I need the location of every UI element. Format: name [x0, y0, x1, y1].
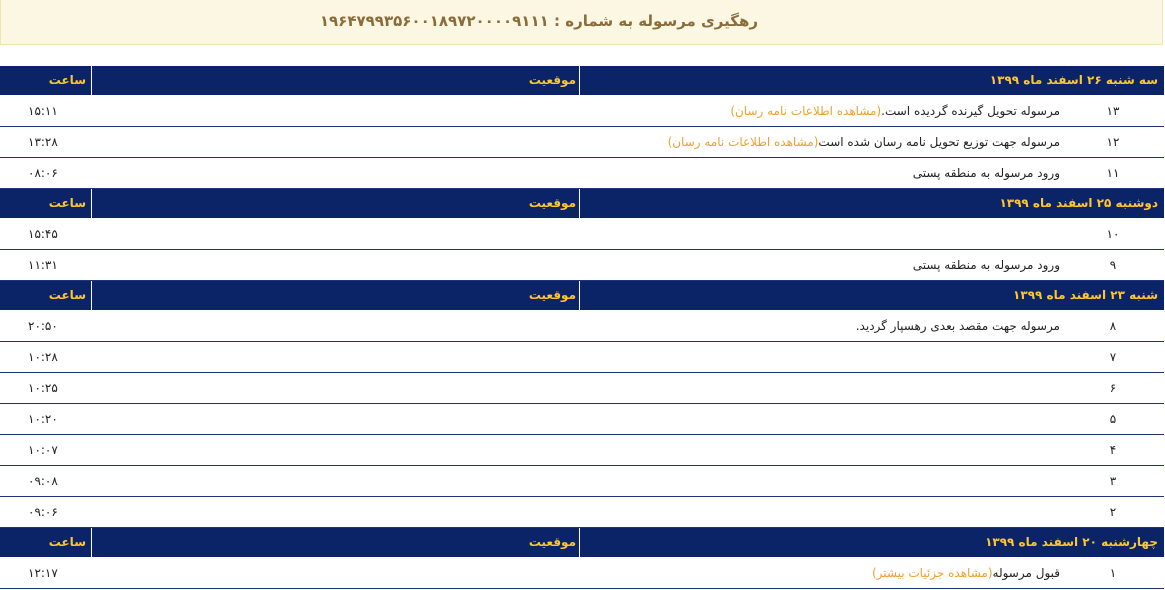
event-number: ۶: [1109, 381, 1117, 395]
tracking-banner: [0, 0, 1163, 45]
group-date: شنبه ۲۳ اسفند ماه ۱۳۹۹: [1013, 288, 1158, 302]
event-description: [668, 135, 1060, 149]
event-number: ۱: [1109, 566, 1117, 580]
event-text: قبول مرسوله: [992, 566, 1060, 580]
event-text: مرسوله تحویل گیرنده گردیده است.: [881, 104, 1060, 118]
column-header-time: ساعت: [48, 73, 86, 87]
event-number: ۱۰: [1106, 227, 1120, 241]
tracking-row: [0, 466, 1164, 497]
tracking-row: [0, 435, 1164, 466]
event-number: ۱۱: [1106, 166, 1120, 180]
event-number: ۱۳: [1106, 104, 1120, 118]
event-text: ورود مرسوله به منطقه پستی: [912, 166, 1060, 180]
tracking-title: رهگیری مرسوله به شماره : ۱۹۶۴۷۹۹۳۵۶۰۰۱۸۹۷۲۰۰۰۰۹۱۱۱: [319, 12, 758, 30]
column-divider: [91, 528, 92, 558]
event-time: ۱۵:۴۵: [28, 227, 58, 241]
tracking-row: [0, 342, 1164, 373]
group-date: سه شنبه ۲۶ اسفند ماه ۱۳۹۹: [989, 73, 1158, 87]
details-link[interactable]: (مشاهده اطلاعات نامه رسان): [667, 135, 819, 149]
event-time: ۰۹:۰۶: [28, 505, 58, 519]
column-divider: [579, 281, 580, 311]
group-date: چهارشنبه ۲۰ اسفند ماه ۱۳۹۹: [985, 535, 1158, 549]
event-text: مرسوله جهت مقصد بعدی رهسپار گردید.: [855, 319, 1060, 333]
event-text: مرسوله جهت توزیع تحویل نامه رسان شده است: [818, 135, 1060, 149]
event-number: ۳: [1109, 474, 1117, 488]
event-description: [730, 104, 1060, 118]
event-time: ۱۰:۲۵: [28, 381, 58, 395]
event-description: [913, 166, 1060, 180]
column-header-location: موقعیت: [528, 288, 576, 302]
event-description: [913, 258, 1060, 272]
event-number: ۱۲: [1106, 135, 1120, 149]
column-divider: [579, 66, 580, 96]
column-header-time: ساعت: [48, 535, 86, 549]
column-header-time: ساعت: [48, 196, 86, 210]
event-description: [856, 319, 1060, 333]
event-time: ۱۱:۳۱: [28, 258, 58, 272]
tracking-row: [0, 250, 1164, 281]
event-description: [872, 566, 1060, 580]
column-divider: [579, 528, 580, 558]
column-header-location: موقعیت: [528, 535, 576, 549]
event-time: ۰۸:۰۶: [28, 166, 58, 180]
event-number: ۵: [1109, 412, 1117, 426]
date-group-header: [0, 528, 1164, 558]
event-number: ۸: [1109, 319, 1117, 333]
event-time: ۲۰:۵۰: [28, 319, 58, 333]
event-time: ۱۰:۰۷: [28, 443, 58, 457]
column-divider: [91, 66, 92, 96]
tracking-row: [0, 158, 1164, 189]
group-date: دوشنبه ۲۵ اسفند ماه ۱۳۹۹: [999, 196, 1158, 210]
date-group-header: [0, 281, 1164, 311]
event-time: ۱۰:۲۰: [28, 412, 58, 426]
tracking-row: [0, 127, 1164, 158]
date-group-header: [0, 189, 1164, 219]
tracking-row: [0, 373, 1164, 404]
column-header-location: موقعیت: [528, 73, 576, 87]
details-link[interactable]: (مشاهده جزئیات بیشتر): [871, 566, 993, 580]
tracking-row: [0, 497, 1164, 528]
event-number: ۲: [1109, 505, 1117, 519]
event-text: ورود مرسوله به منطقه پستی: [912, 258, 1060, 272]
tracking-row: [0, 404, 1164, 435]
tracking-row: [0, 219, 1164, 250]
tracking-table: [0, 66, 1164, 589]
event-time: ۱۵:۱۱: [28, 104, 58, 118]
column-header-time: ساعت: [48, 288, 86, 302]
column-divider: [91, 281, 92, 311]
event-time: ۰۹:۰۸: [28, 474, 58, 488]
event-number: ۹: [1109, 258, 1117, 272]
tracking-row: [0, 311, 1164, 342]
event-number: ۴: [1109, 443, 1117, 457]
event-time: ۱۰:۲۸: [28, 350, 58, 364]
tracking-row: [0, 96, 1164, 127]
column-divider: [579, 189, 580, 219]
column-divider: [91, 189, 92, 219]
column-header-location: موقعیت: [528, 196, 576, 210]
tracking-row: [0, 558, 1164, 589]
date-group-header: [0, 66, 1164, 96]
event-time: ۱۳:۲۸: [28, 135, 58, 149]
event-number: ۷: [1109, 350, 1117, 364]
details-link[interactable]: (مشاهده اطلاعات نامه رسان): [730, 104, 882, 118]
event-time: ۱۲:۱۷: [28, 566, 58, 580]
